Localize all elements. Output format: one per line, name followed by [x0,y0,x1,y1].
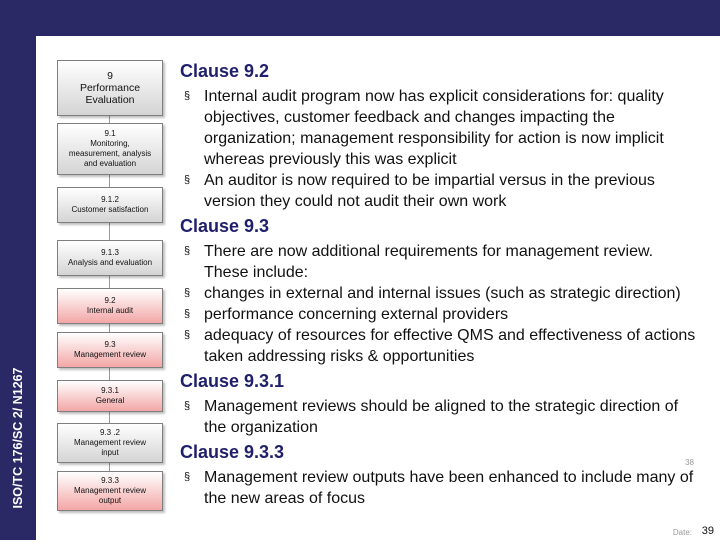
box-line: Monitoring, [90,139,130,148]
footer-small-number: 38 [685,458,694,467]
box-line: 9.3 [104,340,116,349]
box-line: Evaluation [85,94,135,106]
bullet-text: There are now additional requirements for management review. These include: [204,243,654,281]
flow-box-9-3-management-review[interactable] [57,332,163,368]
box-line: General [95,396,125,405]
list-item [180,283,700,304]
bullet-text: adequacy of resources for effective QMS and effectiveness of actions taken addressing risks & opportunities [204,327,696,365]
list-item [180,396,700,438]
box-line: 9 [107,70,113,82]
box-line: 9.1 [104,129,116,138]
box-line: 9.3 .2 [99,428,120,437]
list-item [180,170,700,212]
flow-box-9-3-1-general[interactable] [57,380,163,412]
heading-clause-9-2: Clause 9.2 [180,61,270,81]
flow-box-9-1-2-customer-satisfaction[interactable] [57,187,163,223]
bullet-icon: § [184,245,191,257]
flow-box-9-1-monitoring[interactable] [57,123,163,175]
heading-clause-9-3: Clause 9.3 [180,216,270,236]
list-item [180,86,700,170]
flow-box-9-3-2-management-review-input[interactable] [57,423,163,463]
footer-date-label: Date: [672,528,692,537]
flow-box-9-2-internal-audit[interactable] [57,288,163,324]
box-line: measurement, analysis [68,149,152,158]
bullet-icon: § [184,174,191,186]
heading-clause-9-3-1: Clause 9.3.1 [180,371,285,391]
box-line: output [98,496,122,505]
list-item [180,304,700,325]
box-line: 9.3.3 [101,476,119,485]
top-banner [0,0,720,36]
box-line: 9.3.1 [101,386,119,395]
bullet-text: changes in external and internal issues (such as strategic direction) [204,285,681,302]
box-line: input [101,448,119,457]
sidebar-banner [0,0,36,540]
bullet-text: Management reviews should be aligned to the strategic direction of the organization [204,398,679,436]
box-line: Management review [73,438,147,447]
flow-box-9-performance-evaluation[interactable] [57,60,163,116]
list-item [180,241,700,283]
bullet-list-clause-9-3-1 [180,396,700,438]
bullet-icon: § [184,90,191,102]
bullet-icon: § [184,308,191,320]
heading-clause-9-3-3: Clause 9.3.3 [180,442,285,462]
bullet-list-clause-9-3-3 [180,467,700,509]
box-line: Management review [73,350,147,359]
box-line: Analysis and evaluation [67,258,153,267]
bullet-text: Management review outputs have been enhanced to include many of the new areas of focus [204,469,694,507]
box-line: Customer satisfaction [71,205,149,214]
bullet-icon: § [184,329,191,341]
box-line: Management review [73,486,147,495]
document-reference-label: ISO/TC 176/SC 2/ N1267 [11,367,25,509]
box-line: Internal audit [86,306,134,315]
flow-box-9-1-3-analysis-evaluation[interactable] [57,240,163,276]
flow-box-9-3-3-management-review-output[interactable] [57,471,163,511]
bullet-text: Internal audit program now has explicit considerations for: quality objectives, customer feedback and changes impacting the organization; management responsibility for action is now implicit whereas previously this was explicit [204,88,664,168]
box-line: 9.2 [104,296,116,305]
bullet-icon: § [184,471,191,483]
box-line: and evaluation [83,159,137,168]
page-number: 39 [701,525,714,537]
bullet-icon: § [184,400,191,412]
slide-content [180,60,700,509]
box-line: 9.1.3 [101,248,119,257]
bullet-text: performance concerning external providers [204,306,509,323]
bullet-icon: § [184,287,191,299]
box-line: Performance [79,82,141,94]
box-line: 9.1.2 [101,195,119,204]
bullet-text: An auditor is now required to be impartial versus in the previous version they could not audit their own work [204,172,655,210]
list-item [180,467,700,509]
bullet-list-clause-9-3 [180,241,700,367]
bullet-list-clause-9-2 [180,86,700,212]
list-item [180,325,700,367]
